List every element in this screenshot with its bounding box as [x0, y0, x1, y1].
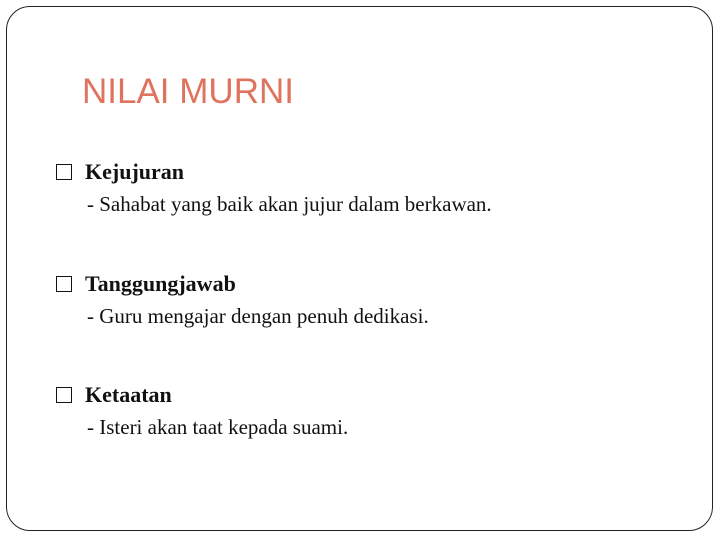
checkbox-bullet-icon: [56, 276, 72, 292]
slide-title: NILAI MURNI: [82, 72, 294, 111]
value-description: - Sahabat yang baik akan jujur dalam berkawan.: [87, 192, 492, 216]
value-heading: Tanggungjawab: [85, 271, 236, 296]
value-heading: Kejujuran: [85, 159, 184, 184]
checkbox-bullet-icon: [56, 387, 72, 403]
value-heading: Ketaatan: [85, 382, 172, 407]
value-item-ketaatan: [56, 381, 348, 440]
value-description: - Isteri akan taat kepada suami.: [87, 415, 349, 439]
value-description: - Guru mengajar dengan penuh dedikasi.: [87, 304, 429, 328]
value-item-kejujuran: [56, 158, 492, 217]
checkbox-bullet-icon: [56, 164, 72, 180]
value-heading-row: [56, 158, 492, 186]
value-heading-row: [56, 270, 429, 298]
value-heading-row: [56, 381, 348, 409]
value-item-tanggungjawab: [56, 270, 429, 329]
